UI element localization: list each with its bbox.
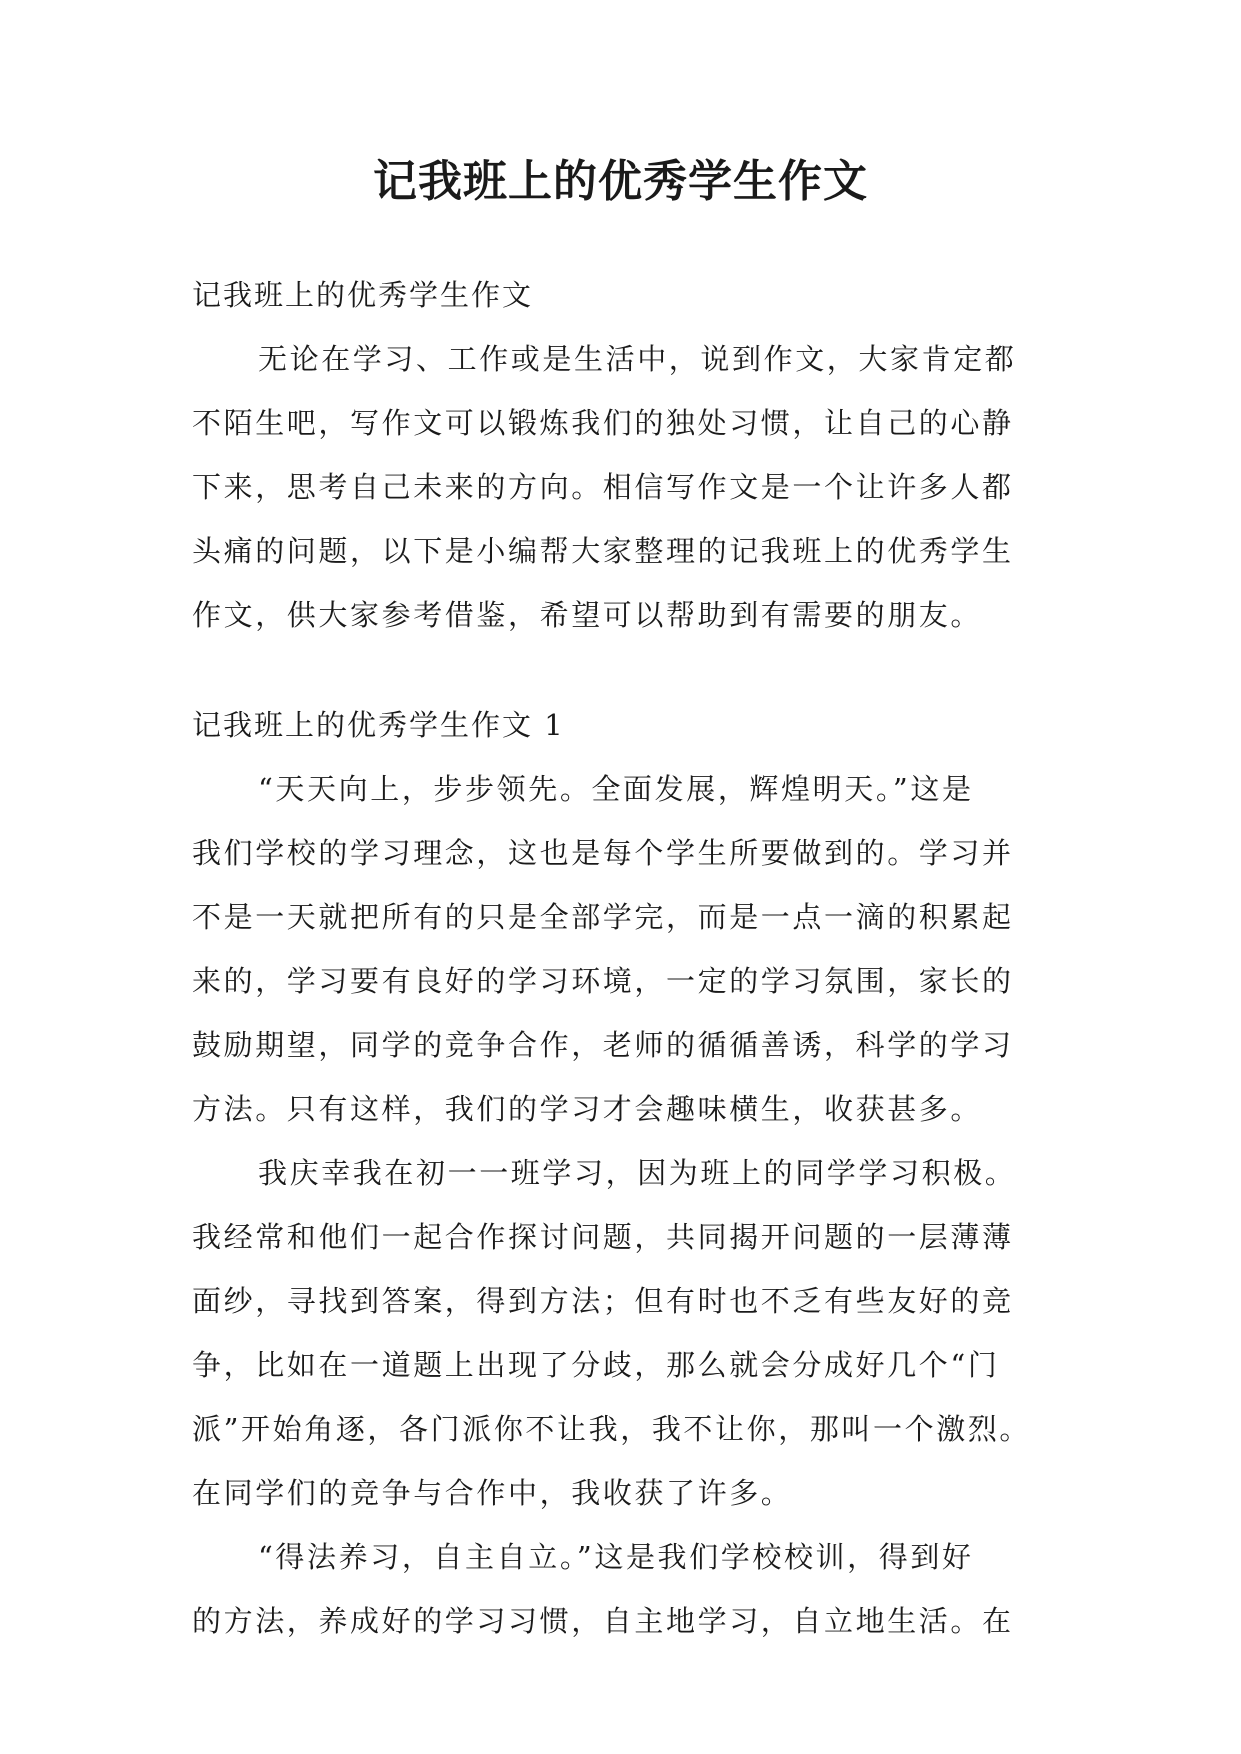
intro-heading: 记我班上的优秀学生作文 (192, 278, 534, 312)
document-title: 记我班上的优秀学生作文 (373, 156, 868, 207)
essay1-section (192, 693, 1052, 1653)
intro-line: 无论在学习、工作或是生活中，说到作文，大家肯定都 (258, 342, 1017, 376)
essay1-heading: 记我班上的优秀学生作文 1 (192, 708, 565, 742)
paragraph-line: 鼓励期望，同学的竞争合作，老师的循循善诱，科学的学习 (192, 1028, 1014, 1062)
paragraph-line: 我庆幸我在初一一班学习，因为班上的同学学习积极。 (258, 1156, 1017, 1190)
paragraph-line: “得法养习，自主自立。”这是我们学校校训，得到好 (258, 1540, 974, 1574)
paragraph-line: 面纱，寻找到答案，得到方法；但有时也不乏有些友好的竞 (192, 1284, 1014, 1318)
paragraph-line: 不是一天就把所有的只是全部学完，而是一点一滴的积累起 (192, 900, 1014, 934)
intro-line: 不陌生吧，写作文可以锻炼我们的独处习惯，让自己的心静 (192, 406, 1014, 440)
intro-line: 下来，思考自己未来的方向。相信写作文是一个让许多人都 (192, 470, 1014, 504)
paragraph-line: 方法。只有这样，我们的学习才会趣味横生，收获甚多。 (192, 1092, 983, 1126)
paragraph-line: “天天向上，步步领先。全面发展，辉煌明天。”这是 (258, 772, 974, 806)
paragraph-line: 来的，学习要有良好的学习环境，一定的学习氛围，家长的 (192, 964, 1014, 998)
paragraph-line: 争，比如在一道题上出现了分歧，那么就会分成好几个“门 (192, 1348, 1000, 1382)
paragraph-line: 派”开始角逐，各门派你不让我，我不让你，那叫一个激烈。 (192, 1412, 1032, 1446)
paragraph-line: 在同学们的竞争与合作中，我收获了许多。 (192, 1476, 793, 1510)
paragraph-line: 的方法，养成好的学习习惯，自主地学习，自立地生活。在 (192, 1604, 1014, 1638)
paragraph-line: 我们学校的学习理念，这也是每个学生所要做到的。学习并 (192, 836, 1014, 870)
paragraph-line: 我经常和他们一起合作探讨问题，共同揭开问题的一层薄薄 (192, 1220, 1014, 1254)
intro-line: 头痛的问题，以下是小编帮大家整理的记我班上的优秀学生 (192, 534, 1014, 568)
intro-section (192, 263, 1052, 647)
intro-line: 作文，供大家参考借鉴，希望可以帮助到有需要的朋友。 (192, 598, 983, 632)
